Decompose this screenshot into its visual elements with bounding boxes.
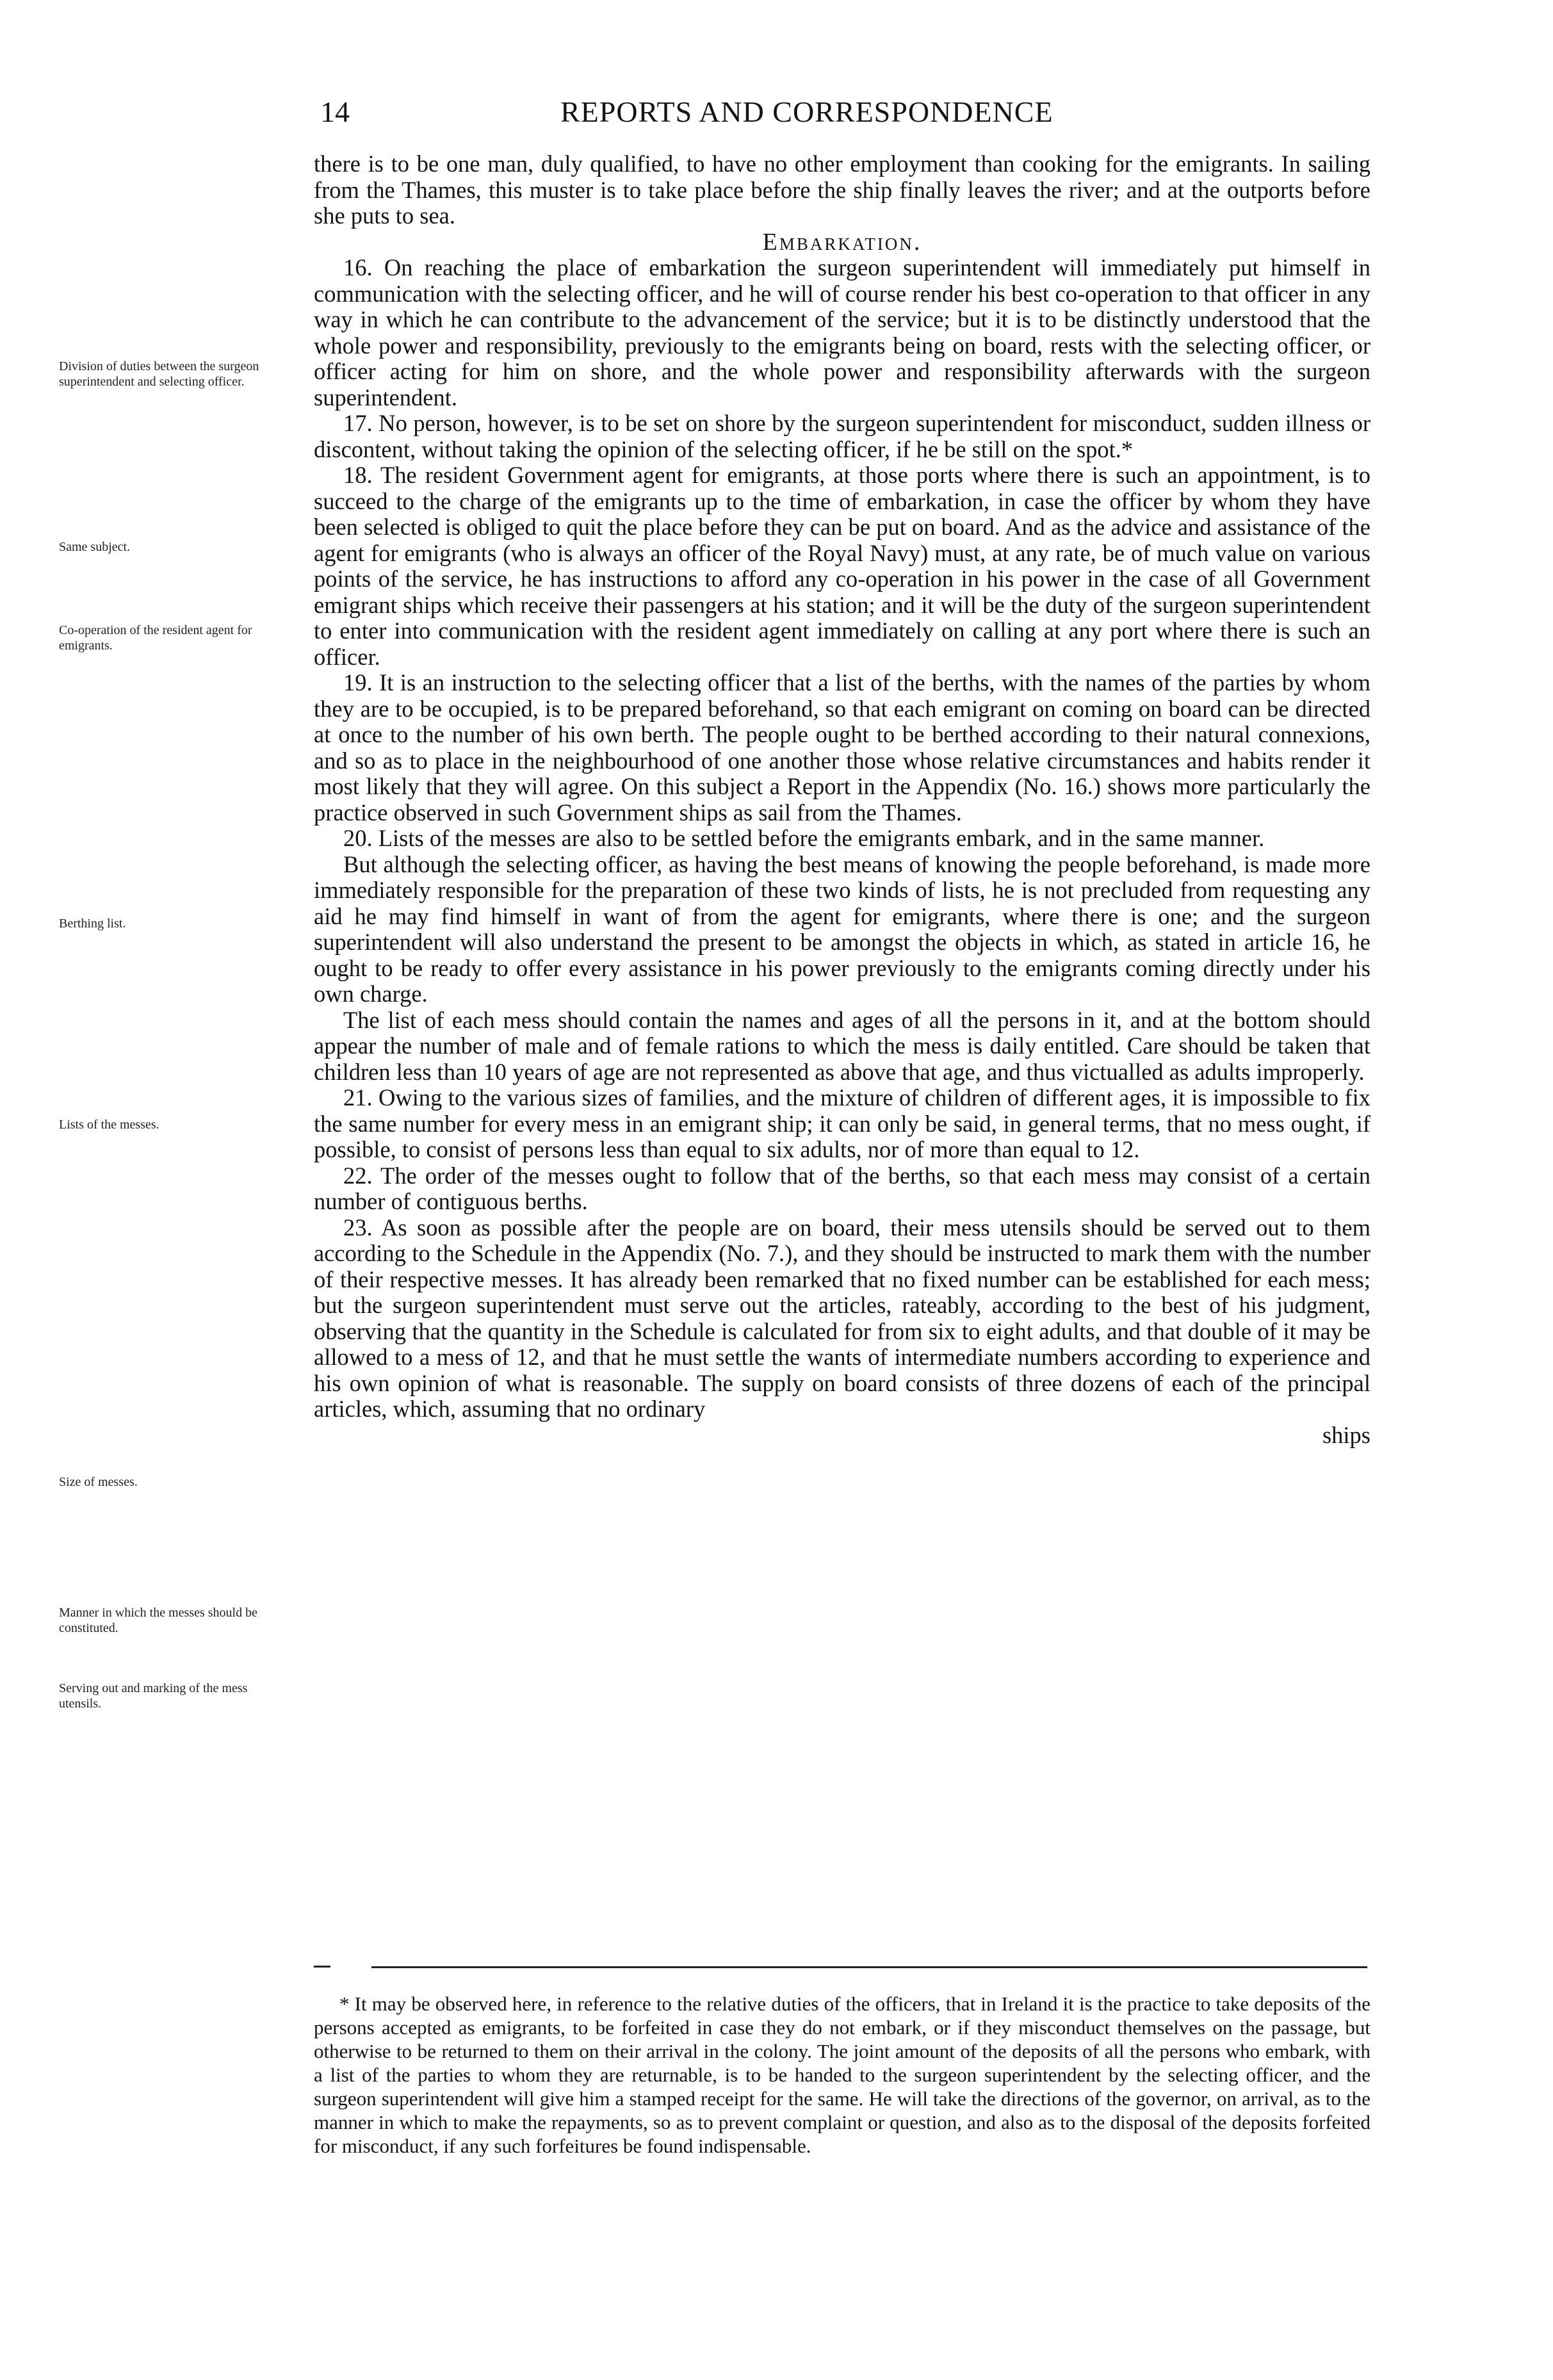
margin-note-same-subject: Same subject. xyxy=(59,540,131,554)
article-20: 20. Lists of the messes are also to be settled before the emigrants embark, and in the same manner. xyxy=(343,825,1265,851)
margin-note-manner: Manner in which the messes should be constituted. xyxy=(59,1606,257,1635)
margin-note-berthing: Berthing list. xyxy=(59,917,126,931)
article-20-mess-list: The list of each mess should contain the names and ages of all the persons in it, and at the bottom should appear the number of male and of female rations to which the mess is daily entitled. Care should be taken that children less than 10 years of age are not represented as above that age, and thus victualled as adults improperly. xyxy=(314,1006,1370,1085)
article-22: 22. The order of the messes ought to follow that of the berths, so that each mess may consist of a certain number of contiguous berths. xyxy=(314,1162,1370,1214)
article-21: 21. Owing to the various sizes of families, and the mixture of children of different ages, it is impossible to fix the same number for every mess in an emigrant ship; it can only be said, in general terms, that no mess ought, if possible, to consist of persons less than equal to six adults, nor of more than equal to 12. xyxy=(314,1084,1370,1162)
article-18: 18. The resident Government agent for emigrants, at those ports where there is such an appointment, is to succeed to the charge of the emigrants up to the time of embarkation, in case the officer by whom they have been selected is obliged to quit the place before they can be put on board. And as the advice and assistance of the agent for emigrants (who is always an officer of the Royal Navy) must, at any rate, be of much value on various points of the service, he has instructions to afford any co-operation in his power in the case of all Government emigrant ships which receive their passengers at his station; and it will be the duty of the surgeon superintendent to enter into communication with the resident agent immediately on calling at any port where there is such an officer. xyxy=(314,462,1370,670)
paragraph-intro: there is to be one man, duly qualified, to have no other employment than cooking for the emigrants. In sailing from the Thames, this muster is to take place before the ship finally leaves the river; and at the outports before she puts to sea. xyxy=(314,151,1370,229)
footnote: * It may be observed here, in reference to the relative duties of the officers, that in Ireland it is the practice to take deposits of the persons accepted as emigrants, to be forfeited in case they do not embark, or if they misconduct themselves on the passage, but otherwise to be returned to them on their arrival in the colony. The joint amount of the deposits of all the persons who embark, with a list of the parties to whom they are returnable, is to be handed to the surgeon superintendent by the selecting officer, and the surgeon superintendent will give him a stamped receipt for the same. He will take the directions of the governor, on arrival, as to the manner in which to make the repayments, so as to prevent complaint or question, and also as to the disposal of the deposits forfeited for misconduct, if any such forfeitures be found indispensable. xyxy=(314,1993,1370,2157)
page-number: 14 xyxy=(320,95,350,128)
catchword: ships xyxy=(1322,1421,1370,1448)
footnote-dash xyxy=(314,1966,330,1968)
margin-note-messes: Lists of the messes. xyxy=(59,1118,159,1132)
article-19: 19. It is an instruction to the selecting officer that a list of the berths, with the names of the parties by whom they are to be occupied, is to be prepared beforehand, so that each emigrant on coming on board can be directed at once to the number of his own berth. The people ought to be berthed according to their natural connexions, and so as to place in the neighbourhood of one another those whose relative circumstances and habits render it most likely that they will agree. On this subject a Report in the Appendix (No. 16.) shows more particularly the practice observed in such Government ships as sail from the Thames. xyxy=(314,669,1370,826)
article-23: 23. As soon as possible after the people are on board, their mess utensils should be served out to them according to the Schedule in the Appendix (No. 7.), and they should be instructed to mark them with the number of their respective messes. It has already been remarked that no fixed number can be established for each mess; but the surgeon superintendent must serve out the articles, rateably, according to the best of his judgment, observing that the quantity in the Schedule is calculated for from six to eight adults, and that double of it may be allowed to a mess of 12, and that he must settle the wants of intermediate numbers according to experience and his own opinion of what is reasonable. The supply on board consists of three dozens of each of the principal articles, which, assuming that no ordinary xyxy=(314,1214,1370,1422)
body-text xyxy=(314,151,1370,1448)
margin-note-division: Division of duties between the surgeon superintendent and selecting officer. xyxy=(59,359,259,389)
running-title: REPORTS AND CORRESPONDENCE xyxy=(560,95,1053,128)
margin-note-serving: Serving out and marking of the mess utensils. xyxy=(59,1681,248,1711)
margin-note-cooperation: Co-operation of the resident agent for emigrants. xyxy=(59,623,252,653)
footnote-rule xyxy=(371,1966,1367,1968)
margin-note-size: Size of messes. xyxy=(59,1475,138,1489)
article-17: 17. No person, however, is to be set on shore by the surgeon superintendent for misconduct, sudden illness or discontent, without taking the opinion of the selecting officer, if he be still on the spot.* xyxy=(314,410,1370,462)
article-16: 16. On reaching the place of embarkation the surgeon superintendent will immediately put himself in communication with the selecting officer, and he will of course render his best co-operation to that officer in any way in which he can contribute to the advancement of the service; but it is to be distinctly understood that the whole power and responsibility, previously to the emigrants being on board, rests with the selecting officer, or officer acting for him on shore, and the whole power and responsibility afterwards with the surgeon superintendent. xyxy=(314,254,1370,411)
section-heading: Embarkation. xyxy=(762,228,922,256)
article-20-continued: But although the selecting officer, as having the best means of knowing the people beforehand, is made more immediately responsible for the preparation of these two kinds of lists, he is not precluded from requesting any aid he may find himself in want of from the agent for emigrants, where there is one; and the surgeon superintendent will also understand the present to be amongst the objects in which, as stated in article 16, he ought to be ready to offer every assistance in his power previously to the emigrants coming directly under his own charge. xyxy=(314,851,1370,1007)
